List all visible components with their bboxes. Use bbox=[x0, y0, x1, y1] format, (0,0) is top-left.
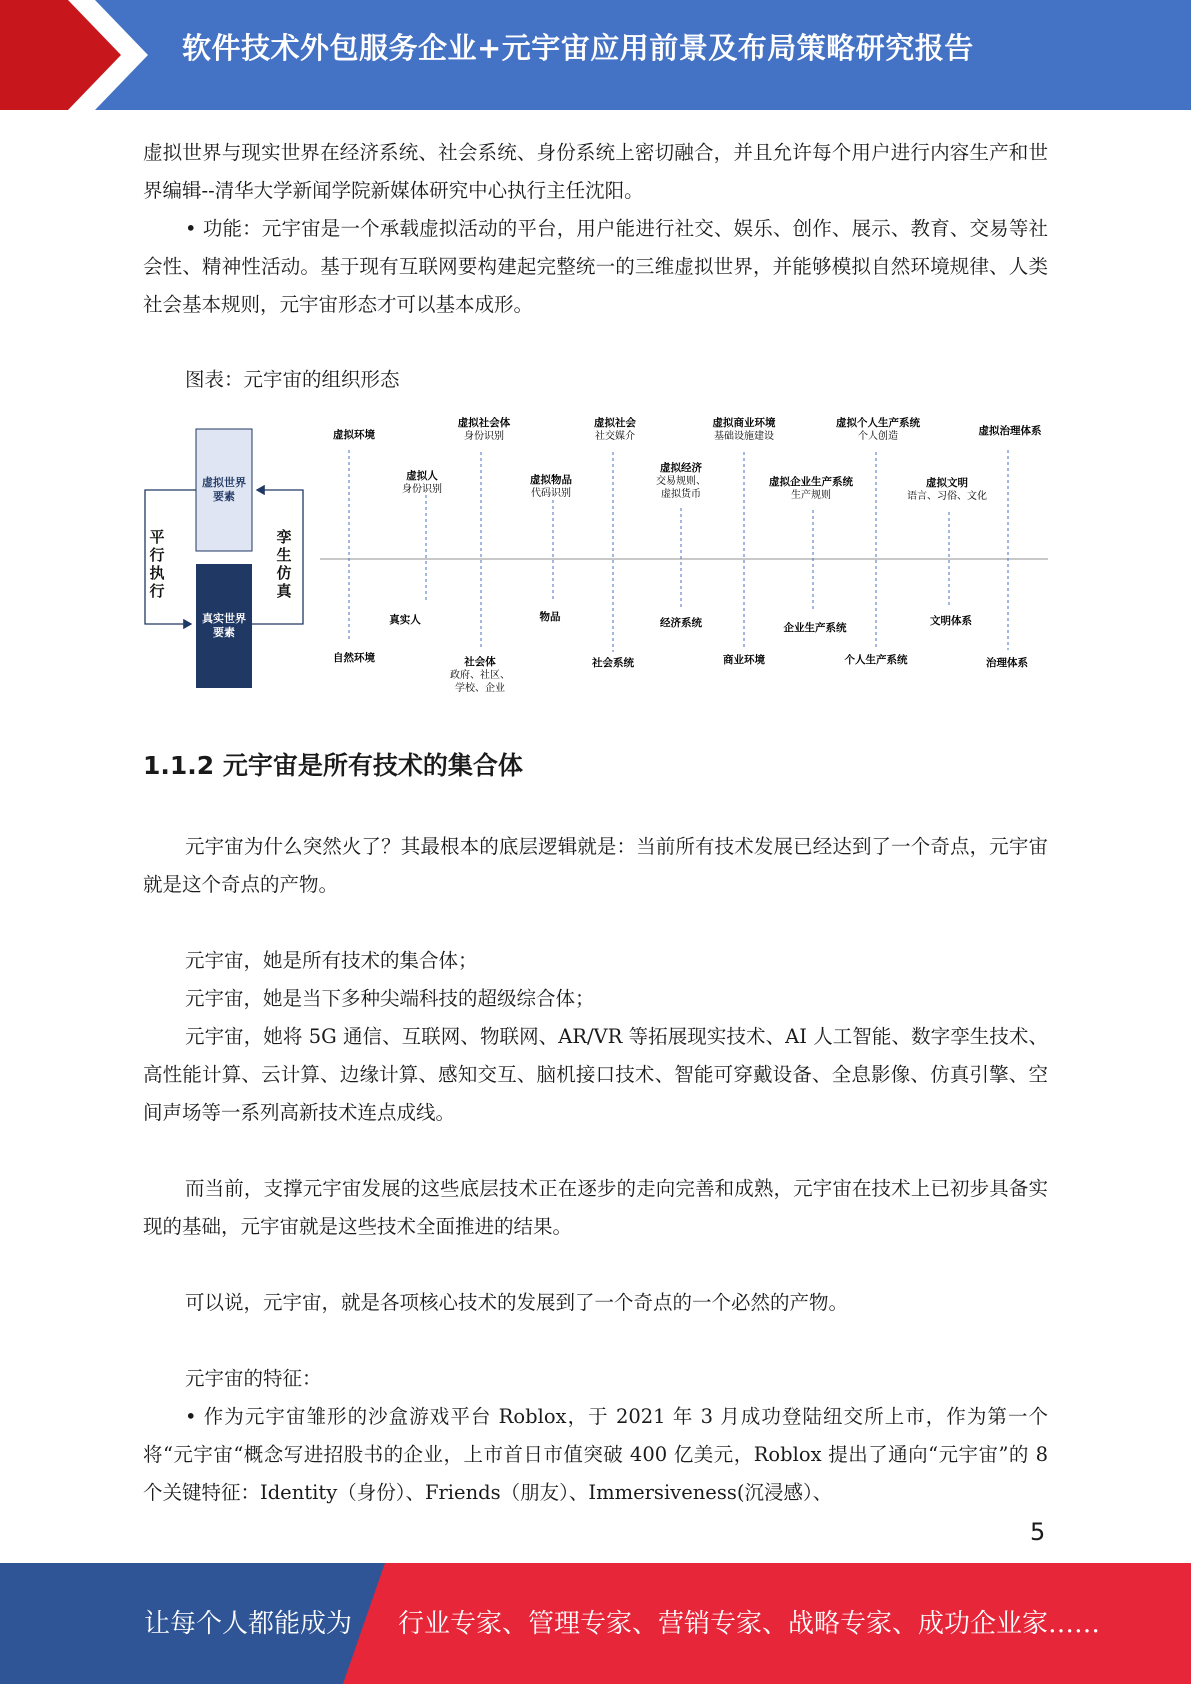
top-label-sub: 基础设施建设 bbox=[714, 431, 774, 442]
parallel-label-3: 执 bbox=[149, 564, 165, 582]
top-label-sub: 身份识别 bbox=[402, 484, 442, 495]
real-box-line-2: 要素 bbox=[213, 626, 235, 639]
top-label-title: 虚拟文明 bbox=[926, 477, 968, 489]
function-paragraph: • 功能：元宇宙是一个承载虚拟活动的平台，用户能进行社交、娱乐、创作、展示、教育、交易等社会性、精神性活动。基于现有互联网要构建起完整统一的三维虚拟世界，并能够模拟自然环境规律、人类社会基本规则，元宇宙形态才可以基本成形。 bbox=[143, 217, 1048, 316]
top-label-sub: 交易规则、 bbox=[656, 476, 706, 487]
footer-slogan-right: 行业专家、管理专家、营销专家、战略专家、成功企业家…… bbox=[398, 1609, 1101, 1639]
page-header bbox=[0, 0, 1191, 110]
bottom-label-title: 真实人 bbox=[389, 614, 421, 626]
top-label-sub: 语言、习俗、文化 bbox=[907, 491, 987, 502]
section-paragraph: 而当前，支撑元宇宙发展的这些底层技术正在逐步的走向完善和成熟，元宇宙在技术上已初步具备实现的基础，元宇宙就是这些技术全面推进的结果。 bbox=[143, 1177, 1048, 1238]
section-body-5 bbox=[143, 1360, 1048, 1512]
top-label-title: 虚拟人 bbox=[406, 470, 438, 482]
parallel-label-4: 行 bbox=[149, 582, 165, 600]
section-paragraph: 元宇宙为什么突然火了？其最根本的底层逻辑就是：当前所有技术发展已经达到了一个奇点，元宇宙就是这个奇点的产物。 bbox=[143, 835, 1048, 896]
twin-label-1: 孪 bbox=[276, 528, 292, 546]
diagram-svg bbox=[143, 412, 1058, 702]
top-label-sub: 代码识别 bbox=[531, 488, 571, 499]
top-label-title: 虚拟经济 bbox=[660, 462, 702, 474]
section-paragraph: 元宇宙，她是当下多种尖端科技的超级综合体； bbox=[185, 987, 595, 1010]
bottom-label-sub: 学校、企业 bbox=[455, 683, 505, 694]
section-heading: 1.1.2 元宇宙是所有技术的集合体 bbox=[143, 751, 523, 780]
bottom-label-title: 企业生产系统 bbox=[783, 622, 847, 634]
page-number: 5 bbox=[1030, 1518, 1046, 1546]
section-body-3 bbox=[143, 1170, 1048, 1246]
top-label-title: 虚拟社会 bbox=[594, 417, 636, 429]
bottom-label-title: 个人生产系统 bbox=[844, 654, 908, 666]
section-paragraph: 元宇宙，她是所有技术的集合体； bbox=[185, 949, 478, 972]
section-paragraph: 可以说，元宇宙，就是各项核心技术的发展到了一个奇点的一个必然的产物。 bbox=[185, 1291, 849, 1314]
footer-slogan-left: 让每个人都能成为 bbox=[144, 1609, 353, 1639]
top-label-sub: 生产规则 bbox=[791, 490, 831, 501]
bottom-label-title: 经济系统 bbox=[660, 617, 702, 629]
top-label-sub: 身份识别 bbox=[464, 431, 504, 442]
bottom-label-title: 社会体 bbox=[464, 656, 496, 668]
intro-block bbox=[143, 134, 1048, 324]
bottom-label-title: 物品 bbox=[539, 611, 561, 623]
real-box-line-1: 真实世界 bbox=[202, 612, 246, 625]
bottom-label-title: 商业环境 bbox=[723, 654, 765, 666]
parallel-label-2: 行 bbox=[149, 546, 165, 564]
bottom-label-sub: 政府、社区、 bbox=[450, 670, 510, 681]
section-paragraph: 元宇宙，她将 5G 通信、互联网、物联网、AR/VR 等拓展现实技术、AI 人工智能、数字孪生技术、高性能计算、云计算、边缘计算、感知交互、脑机接口技术、智能可穿戴设备、全息影像、仿真引擎、空间声场等一系列高新技术连点成线。 bbox=[143, 1025, 1048, 1124]
top-label-title: 虚拟社会体 bbox=[457, 417, 511, 429]
top-label-title: 虚拟企业生产系统 bbox=[769, 476, 853, 488]
section-paragraph: 元宇宙的特征： bbox=[185, 1367, 322, 1390]
section-body-4 bbox=[143, 1284, 1048, 1322]
virtual-box-line-1: 虚拟世界 bbox=[202, 476, 246, 489]
top-label-title: 虚拟物品 bbox=[530, 474, 572, 486]
bottom-label-title: 文明体系 bbox=[930, 615, 972, 627]
twin-label-4: 真 bbox=[276, 582, 292, 600]
top-label-sub: 虚拟货币 bbox=[661, 489, 701, 500]
top-label-sub: 社交媒介 bbox=[595, 431, 635, 442]
metaverse-organization-diagram bbox=[143, 412, 1058, 702]
parallel-label-1: 平 bbox=[149, 528, 165, 546]
figure-caption-block bbox=[143, 361, 1048, 399]
top-label-title: 虚拟商业环境 bbox=[712, 417, 776, 429]
top-label-title: 虚拟治理体系 bbox=[978, 425, 1042, 437]
bottom-label-title: 自然环境 bbox=[333, 652, 375, 664]
top-label-sub: 个人创造 bbox=[858, 431, 898, 442]
intro-paragraph: 虚拟世界与现实世界在经济系统、社会系统、身份系统上密切融合，并且允许每个用户进行内容生产和世界编辑--清华大学新闻学院新媒体研究中心执行主任沈阳。 bbox=[143, 141, 1048, 202]
bottom-label-title: 社会系统 bbox=[592, 657, 634, 669]
header-title: 软件技术外包服务企业+元宇宙应用前景及布局策略研究报告 bbox=[182, 31, 974, 65]
bottom-label-title: 治理体系 bbox=[986, 657, 1028, 669]
figure-caption: 图表：元宇宙的组织形态 bbox=[185, 368, 400, 391]
virtual-box-line-2: 要素 bbox=[213, 490, 235, 503]
twin-label-2: 生 bbox=[276, 546, 292, 564]
section-body-2 bbox=[143, 942, 1048, 1132]
section-body-1 bbox=[143, 828, 1048, 904]
page-footer bbox=[0, 1563, 1191, 1684]
top-label-title: 虚拟环境 bbox=[333, 429, 375, 441]
twin-label-3: 仿 bbox=[276, 564, 292, 582]
section-paragraph: • 作为元宇宙雏形的沙盒游戏平台 Roblox，于 2021 年 3 月成功登陆纽交所上市，作为第一个将“元宇宙“概念写进招股书的企业，上市首日市值突破 400 亿美元，Roblox 提出了通向“元宇宙”的 8 个关键特征：Identity（身份）、Friends（朋友）、Immersiveness(沉浸感）、 bbox=[143, 1405, 1048, 1504]
top-label-title: 虚拟个人生产系统 bbox=[836, 417, 920, 429]
